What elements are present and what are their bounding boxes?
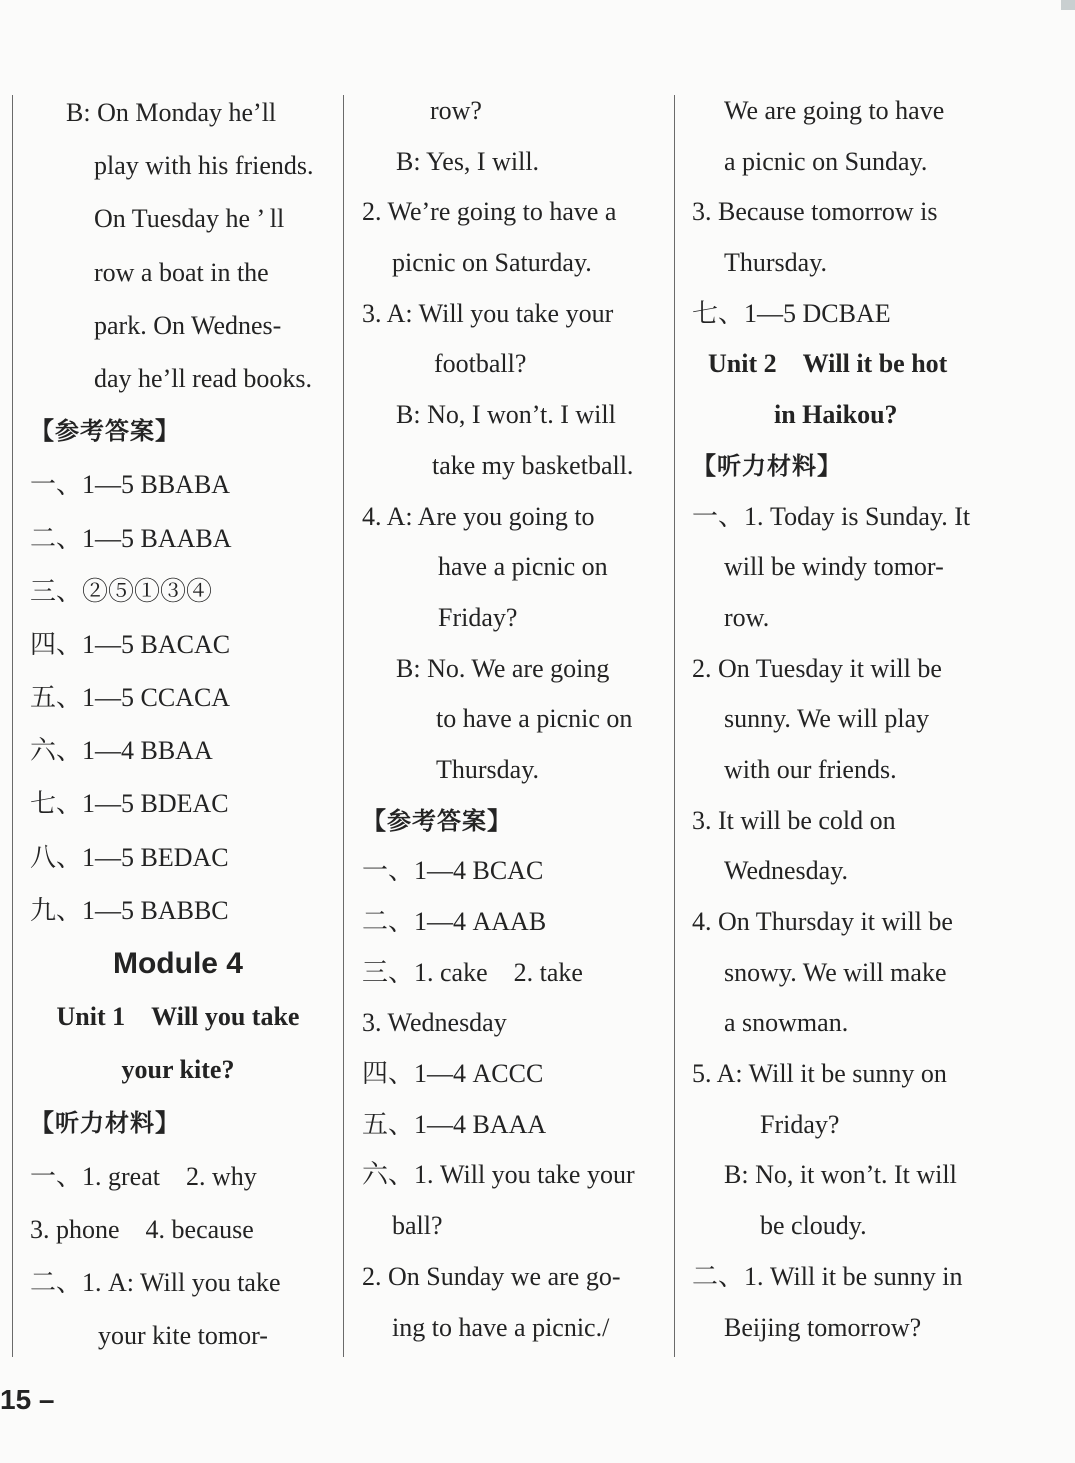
text-line: B: No, I won’t. I will bbox=[396, 400, 616, 430]
text-line: ball? bbox=[392, 1211, 443, 1241]
answer-line: 一、1—5 BBABA bbox=[30, 470, 231, 500]
text-line: park. On Wednes- bbox=[94, 310, 282, 340]
text-line: 二、1. Will it be sunny in bbox=[692, 1261, 963, 1291]
word-item: 一、1. great bbox=[30, 1161, 160, 1191]
text-line: a snowman. bbox=[724, 1008, 849, 1038]
answer-key-heading: 【参考答案】 bbox=[30, 417, 180, 446]
word-item: 4. because bbox=[145, 1214, 254, 1244]
unit-title bbox=[692, 339, 988, 390]
text-line: be cloudy. bbox=[760, 1211, 867, 1241]
text-line: B: Yes, I will. bbox=[396, 146, 540, 176]
scan-corner-mark bbox=[1061, 0, 1075, 10]
text-line: 二、1. A: Will you take bbox=[30, 1268, 281, 1298]
text-line: Friday? bbox=[438, 602, 518, 632]
unit-name: Will it be hot bbox=[802, 349, 948, 379]
answer-line: 六、1—4 BBAA bbox=[30, 736, 213, 766]
word-item: 2. take bbox=[513, 957, 583, 987]
text-line: Beijing tomorrow? bbox=[724, 1312, 922, 1342]
answer-line: 五、1—5 CCACA bbox=[30, 683, 231, 713]
text-line: 4. On Thursday it will be bbox=[692, 907, 953, 936]
text-line: B: On Monday he’ll bbox=[66, 98, 277, 127]
column-rule bbox=[674, 95, 675, 1357]
text-line: a picnic on Sunday. bbox=[724, 146, 928, 176]
answer-line: 四、1—4 ACCC bbox=[362, 1059, 544, 1089]
answer-key-heading: 【参考答案】 bbox=[362, 806, 512, 835]
text-line bbox=[30, 1203, 326, 1256]
text-line: take my basketball. bbox=[432, 450, 634, 480]
text-line: B: No, it won’t. It will bbox=[724, 1160, 957, 1190]
word-item: 2. why bbox=[185, 1161, 257, 1191]
text-line: play with his friends. bbox=[94, 151, 314, 181]
answer-line: 五、1—4 BAAA bbox=[362, 1109, 547, 1139]
text-line bbox=[30, 1150, 326, 1203]
text-line: day he’ll read books. bbox=[94, 363, 313, 393]
text-line: 2. On Sunday we are go- bbox=[362, 1261, 621, 1291]
answer-line: 八、1—5 BEDAC bbox=[30, 842, 229, 872]
text-line: picnic on Saturday. bbox=[392, 248, 592, 278]
answer-line: 四、1—5 BACAC bbox=[30, 629, 231, 659]
text-line: 3. It will be cold on bbox=[692, 805, 896, 835]
text-line: Thursday. bbox=[724, 248, 828, 278]
column-2 bbox=[362, 86, 658, 1353]
text-line: 5. A: Will it be sunny on bbox=[692, 1059, 947, 1089]
text-line: 3. A: Will you take your bbox=[362, 298, 614, 328]
answer-line: 3. Wednesday bbox=[362, 1008, 507, 1038]
text-line: to have a picnic on bbox=[436, 704, 633, 734]
column-rule bbox=[12, 95, 13, 1357]
text-line: 六、1. Will you take your bbox=[362, 1160, 635, 1190]
text-line: 一、1. Today is Sunday. It bbox=[692, 501, 971, 531]
text-line: snowy. We will make bbox=[724, 957, 947, 987]
module-title: Module 4 bbox=[112, 947, 243, 980]
text-line: We are going to have bbox=[724, 96, 945, 125]
text-line: row a boat in the bbox=[94, 257, 269, 287]
unit-number: Unit 2 bbox=[708, 349, 777, 379]
text-line: row? bbox=[430, 96, 482, 125]
column-3 bbox=[692, 86, 988, 1353]
text-line: 3. Because tomorrow is bbox=[692, 197, 938, 227]
word-item: 三、1. cake bbox=[362, 957, 488, 987]
unit-name: Will you take bbox=[151, 1002, 300, 1032]
answer-line: 二、1—4 AAAB bbox=[362, 907, 547, 936]
column-rule bbox=[343, 95, 344, 1357]
column-1 bbox=[30, 86, 326, 1363]
answer-line: 九、1—5 BABBC bbox=[30, 895, 229, 925]
text-line: ing to have a picnic./ bbox=[392, 1312, 610, 1342]
text-line: with our friends. bbox=[724, 754, 897, 784]
text-line: B: No. We are going bbox=[396, 653, 610, 683]
text-line: On Tuesday he ’ ll bbox=[94, 204, 285, 234]
text-line: have a picnic on bbox=[438, 552, 608, 582]
answer-line: 一、1—4 BCAC bbox=[362, 856, 544, 886]
text-line: 2. We’re going to have a bbox=[362, 197, 617, 227]
text-line: Wednesday. bbox=[724, 856, 849, 886]
text-line: will be windy tomor- bbox=[724, 552, 944, 582]
text-line: Friday? bbox=[760, 1109, 840, 1139]
unit-title-continued: in Haikou? bbox=[774, 400, 898, 430]
answer-line: 七、1—5 DCBAE bbox=[692, 298, 891, 328]
text-line: Thursday. bbox=[436, 754, 540, 784]
text-line: row. bbox=[724, 602, 770, 632]
text-line: 2. On Tuesday it will be bbox=[692, 653, 942, 683]
text-line: sunny. We will play bbox=[724, 704, 930, 734]
answer-line: 七、1—5 BDEAC bbox=[30, 789, 229, 819]
text-line: football? bbox=[434, 349, 527, 379]
listening-material-heading: 【听力材料】 bbox=[30, 1108, 180, 1137]
text-line: 4. A: Are you going to bbox=[362, 501, 595, 531]
listening-material-heading: 【听力材料】 bbox=[692, 451, 842, 480]
text-line: your kite tomor- bbox=[98, 1321, 268, 1351]
unit-title-continued: your kite? bbox=[121, 1055, 235, 1085]
word-item: 3. phone bbox=[30, 1214, 120, 1244]
answer-line bbox=[362, 948, 658, 999]
answer-line: 二、1—5 BAABA bbox=[30, 523, 232, 553]
unit-number: Unit 1 bbox=[56, 1002, 126, 1032]
answer-line: 三、②⑤①③④ bbox=[30, 576, 213, 606]
unit-title bbox=[30, 990, 326, 1043]
page-number: 15 – bbox=[0, 1384, 55, 1415]
